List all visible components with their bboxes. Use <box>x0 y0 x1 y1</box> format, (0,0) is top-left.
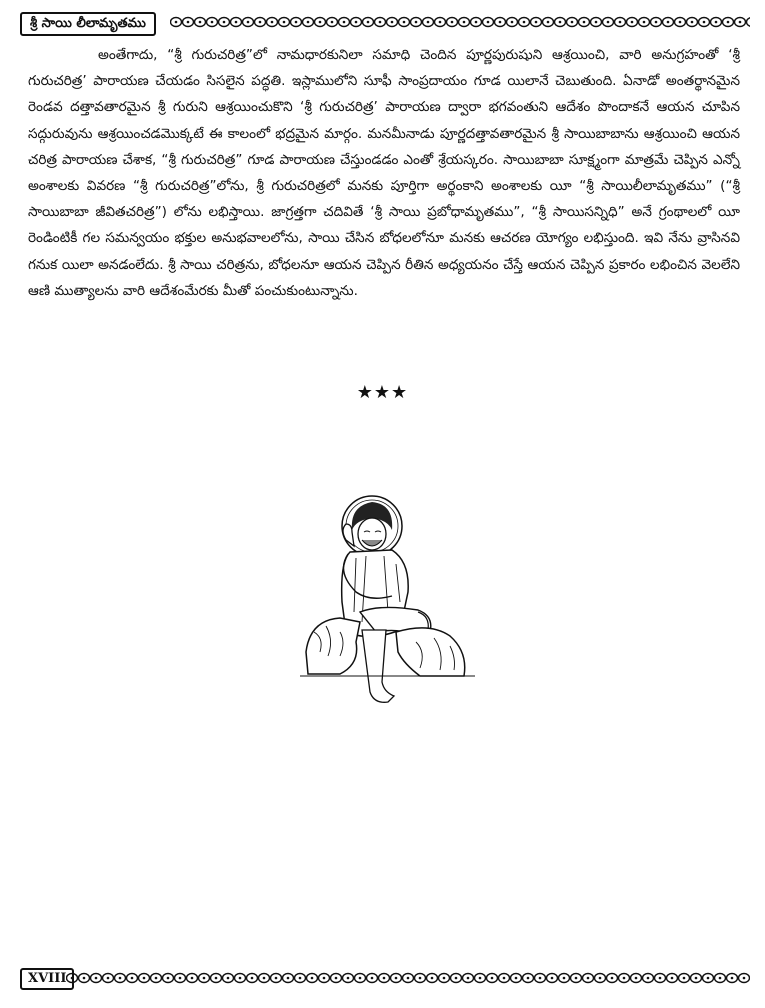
page-footer <box>20 968 750 990</box>
page-number: XVIII <box>20 968 74 990</box>
decorative-border-bottom <box>66 971 750 985</box>
section-separator: ★★★ <box>356 382 409 403</box>
sai-baba-seated-on-rock-icon <box>300 492 475 717</box>
page-header <box>20 12 750 34</box>
main-text <box>28 42 740 304</box>
body-paragraph: అంతేగాదు, “శ్రీ గురుచరిత్ర”లో నామధారకునిలా సమాధి చెందిన పూర్ణపురుషుని ఆశ్రయించి, వారి అనుగ్రహంతో ‘శ్రీ గురుచరిత్ర’ పారాయణ చేయడం సిసలైన పద్ధతి. ఇస్లాములోని సూఫీ సాంప్రదాయం గూడ యిలానే చెబుతుంది. ఏనాడో అంతర్థానమైన రెండవ దత్తావతారమైన శ్రీ గురుని ఆశ్రయించుకొని ‘శ్రీ గురుచరిత్ర’ పారాయణ ద్వారా భగవంతుని ఆదేశం పొందాకనే ఆయన చూపిన సద్గురువును ఆశ్రయించడమొక్కటే ఈ కాలంలో భద్రమైన మార్గం. మనమీనాడు పూర్ణదత్తావతారమైన శ్రీ సాయిబాబాను ఆశ్రయించి ఆయన చరిత్ర పారాయణ చేశాక, “శ్రీ గురుచరిత్ర” గూడ పారాయణ చేస్తుండడం ఎంతో శ్రేయస్కరం. సాయిబాబా సూక్ష్మంగా మాత్రమే చెప్పిన ఎన్నో అంశాలకు వివరణ “శ్రీ గురుచరిత్ర”లోను, శ్రీ గురుచరిత్రలో మనకు పూర్తిగా అర్థంకాని అంశాలకు యీ “శ్రీ సాయిలీలామృతము” (“శ్రీ సాయిబాబా జీవితచరిత్ర”) లోను లభిస్తాయి. జాగ్రత్తగా చదివితే ‘శ్రీ సాయి ప్రబోధామృతము”, “శ్రీ సాయిసన్నిధి” అనే గ్రంథాలలో యీ రెండింటికీ గల సమన్వయం భక్తుల అనుభవాలలోను, సాయి చేసిన బోధలలోనూ మనకు ఆచరణ యోగ్యం లభిస్తుంది. ఇవి నేను వ్రాసినవి గనుక యిలా అనడంలేదు. శ్రీ సాయి చరిత్రను, బోధలనూ ఆయన చెప్పిన రీతిన అధ్యయనం చేస్తే ఆయన చెప్పిన ప్రకారం లభించిన వెలలేని ఆణి ముత్యాలను వారి ఆదేశంమేరకు మీతో పంచుకుంటున్నాను. <box>28 47 740 299</box>
decorative-border-top <box>170 15 750 29</box>
book-title: శ్రీ సాయి లీలామృతము <box>20 12 156 36</box>
